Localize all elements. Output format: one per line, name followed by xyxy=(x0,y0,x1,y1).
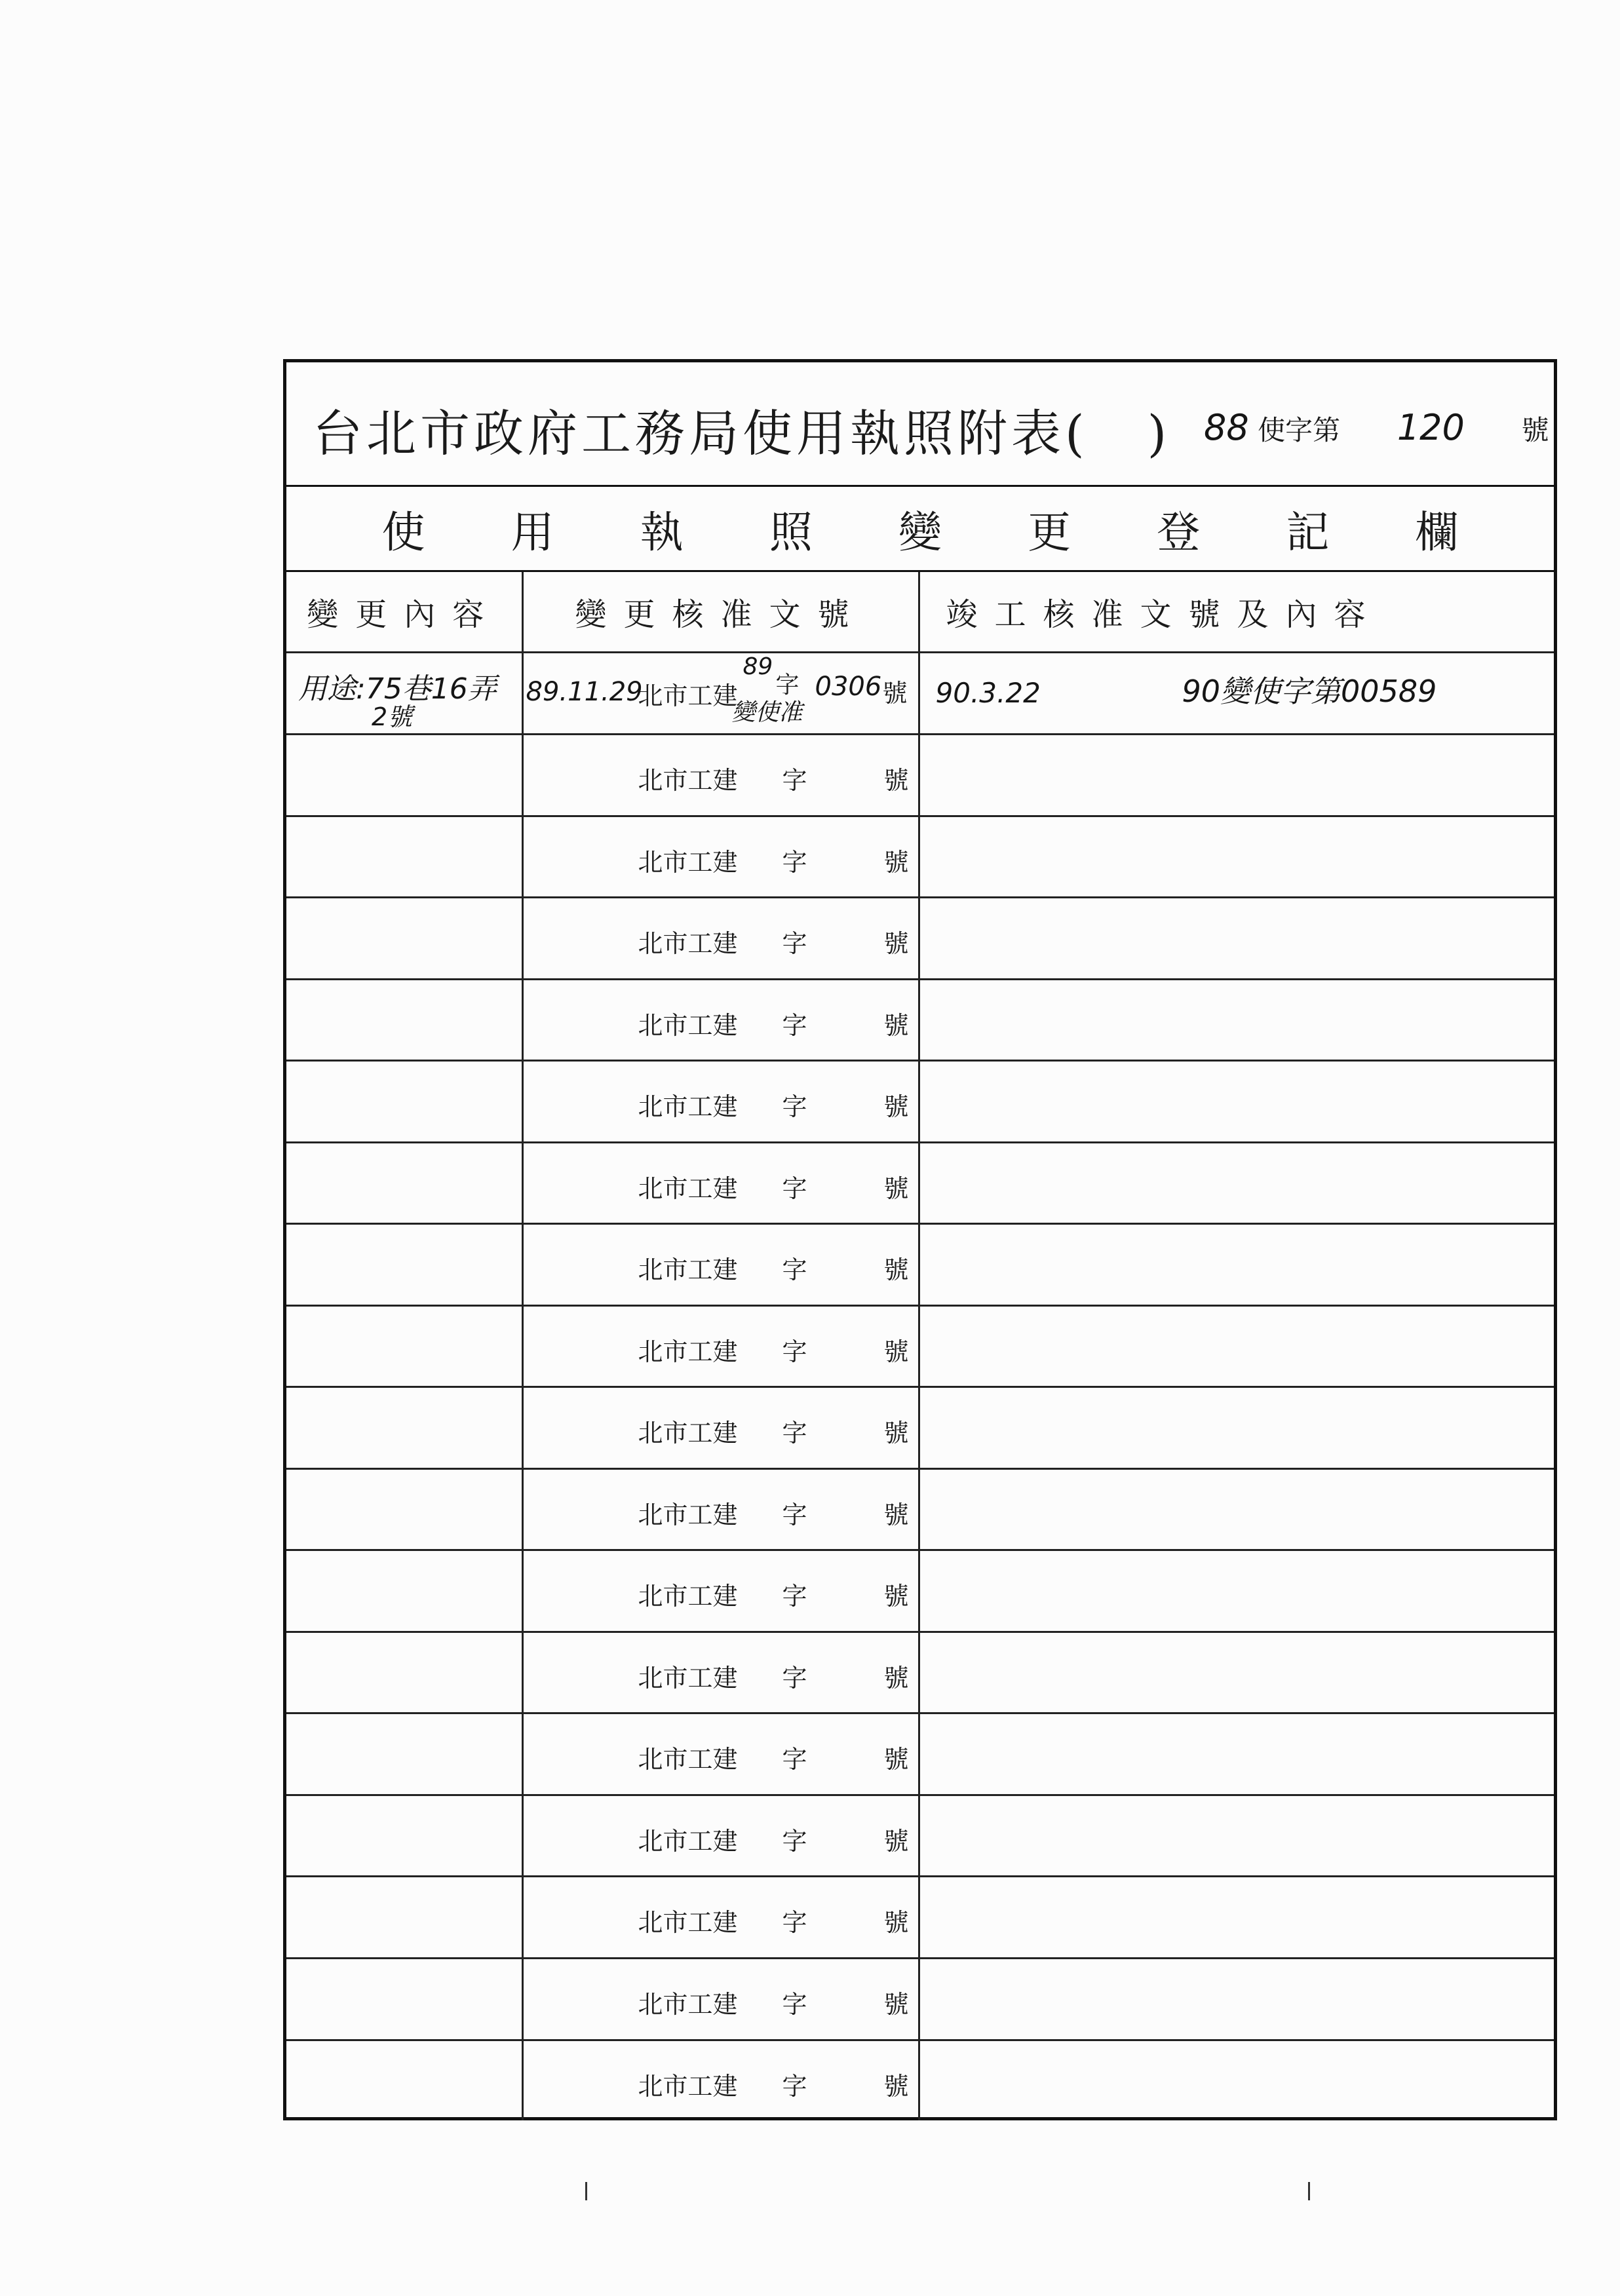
ref-prefix: 北市工建 xyxy=(638,1663,738,1693)
title-row xyxy=(286,362,1554,487)
ref-hao: 號 xyxy=(883,1010,909,1040)
approval-date: 89.11.29 xyxy=(526,677,643,708)
completion-ref-cell xyxy=(919,1632,1554,1713)
table-header-row xyxy=(286,572,1554,653)
table-row xyxy=(286,1387,1554,1469)
table-row xyxy=(286,898,1554,980)
ref-zi: 字 xyxy=(782,766,807,795)
ref-prefix: 北市工建 xyxy=(638,1010,738,1040)
completion-ref-cell xyxy=(919,735,1554,816)
ref-hao: 號 xyxy=(883,847,909,877)
heading-char: 照 xyxy=(769,507,813,558)
approval-ref-cell xyxy=(522,898,919,980)
permit-label: 使字第 xyxy=(1258,414,1341,446)
change-content-cell xyxy=(286,1877,522,1959)
permit-year: 88 xyxy=(1204,407,1249,448)
change-content-cell xyxy=(286,1142,522,1224)
ref-prefix: 北市工建 xyxy=(638,1826,738,1856)
ref-prefix: 北市工建 xyxy=(638,1500,738,1529)
permit-form xyxy=(283,359,1557,2120)
ref-zi: 字 xyxy=(782,1745,807,1774)
table-row xyxy=(286,2040,1554,2120)
ref-hao: 號 xyxy=(883,1908,909,1938)
ref-zi: 字 xyxy=(782,1092,807,1122)
approval-type: 變使准 xyxy=(731,699,803,727)
ref-zi: 字 xyxy=(782,847,807,877)
completion-date: 90.3.22 xyxy=(935,677,1041,710)
header-approval-ref: 變更核准文號 xyxy=(522,572,919,653)
ref-prefix: 北市工建 xyxy=(638,1745,738,1774)
table-row xyxy=(286,1550,1554,1632)
ref-hao: 號 xyxy=(883,766,909,795)
ref-zi: 字 xyxy=(782,1010,807,1040)
heading-char: 使 xyxy=(381,507,425,558)
change-content-cell xyxy=(286,653,522,735)
heading-char: 記 xyxy=(1286,507,1330,558)
ref-hao: 號 xyxy=(883,2071,909,2101)
ref-zi: 字 xyxy=(782,1337,807,1366)
approval-ref-cell xyxy=(522,1061,919,1143)
heading-char: 更 xyxy=(1028,507,1071,558)
ref-zi: 字 xyxy=(782,1174,807,1203)
table-row xyxy=(286,1305,1554,1387)
completion-ref: 90變使字第00589 xyxy=(1182,674,1437,710)
ref-prefix: 北市工建 xyxy=(638,1419,738,1448)
completion-ref-cell xyxy=(919,1061,1554,1143)
change-content-cell xyxy=(286,1387,522,1469)
ref-prefix: 北市工建 xyxy=(638,1092,738,1122)
permit-number xyxy=(1204,407,1549,448)
form-title xyxy=(313,394,1170,465)
change-content-cell xyxy=(286,1224,522,1306)
margin-tick-mark xyxy=(1308,2182,1310,2200)
ref-hao: 號 xyxy=(883,929,909,959)
ref-hao: 號 xyxy=(883,1582,909,1611)
completion-ref-cell xyxy=(919,1387,1554,1469)
heading-char: 用 xyxy=(511,507,554,558)
approval-ref-cell xyxy=(522,1468,919,1550)
ref-hao: 號 xyxy=(883,1663,909,1693)
table-row xyxy=(286,816,1554,898)
completion-ref-cell xyxy=(919,1305,1554,1387)
change-content-cell xyxy=(286,1061,522,1143)
ref-prefix: 北市工建 xyxy=(638,681,738,711)
ref-prefix: 北市工建 xyxy=(638,929,738,959)
table-row xyxy=(286,1877,1554,1959)
completion-ref-cell xyxy=(919,898,1554,980)
content-line1: 用途:75巷16弄 xyxy=(298,672,497,706)
ref-hao: 號 xyxy=(882,679,908,708)
ref-prefix: 北市工建 xyxy=(638,1255,738,1285)
ref-zi: 字 xyxy=(775,672,800,699)
approval-ref-cell xyxy=(522,653,919,735)
change-content-cell xyxy=(286,1795,522,1877)
approval-year: 89 xyxy=(742,653,773,681)
title-paren-open: ( xyxy=(1065,404,1089,463)
ref-prefix: 北市工建 xyxy=(638,766,738,795)
approval-ref-cell xyxy=(522,1550,919,1632)
completion-ref-cell xyxy=(919,1713,1554,1795)
completion-ref-cell xyxy=(919,1224,1554,1306)
completion-ref-cell xyxy=(919,1877,1554,1959)
table-row xyxy=(286,653,1554,735)
change-content-cell xyxy=(286,979,522,1061)
ref-zi: 字 xyxy=(782,1989,807,2019)
heading-char: 登 xyxy=(1157,507,1201,558)
approval-ref-cell xyxy=(522,1387,919,1469)
section-heading xyxy=(286,487,1554,572)
heading-char: 欄 xyxy=(1415,507,1459,558)
completion-ref-cell xyxy=(919,2040,1554,2120)
table-row xyxy=(286,1795,1554,1877)
approval-ref-cell xyxy=(522,816,919,898)
change-content-cell xyxy=(286,1632,522,1713)
ref-zi: 字 xyxy=(782,929,807,959)
change-content-cell xyxy=(286,1958,522,2040)
table-row xyxy=(286,1224,1554,1306)
change-content-cell xyxy=(286,735,522,816)
completion-ref-cell xyxy=(919,1142,1554,1224)
approval-number: 0306 xyxy=(815,672,882,702)
table-row xyxy=(286,1632,1554,1713)
completion-ref-cell xyxy=(919,816,1554,898)
permit-number-value: 120 xyxy=(1397,407,1465,448)
completion-ref-cell xyxy=(919,979,1554,1061)
heading-char: 變 xyxy=(898,507,942,558)
completion-ref-cell xyxy=(919,1958,1554,2040)
ref-prefix: 北市工建 xyxy=(638,1582,738,1611)
ref-hao: 號 xyxy=(883,1745,909,1774)
approval-ref-cell xyxy=(522,1224,919,1306)
change-content-cell xyxy=(286,1713,522,1795)
header-change-content: 變更內容 xyxy=(286,572,522,653)
ref-zi: 字 xyxy=(782,1908,807,1938)
table-row xyxy=(286,1958,1554,2040)
table-row xyxy=(286,1468,1554,1550)
change-content-cell xyxy=(286,816,522,898)
table-row xyxy=(286,1142,1554,1224)
ref-hao: 號 xyxy=(883,1255,909,1285)
ref-hao: 號 xyxy=(883,1826,909,1856)
approval-ref-cell xyxy=(522,1795,919,1877)
table-row xyxy=(286,1061,1554,1143)
change-content-cell xyxy=(286,898,522,980)
registration-table xyxy=(286,572,1554,2120)
change-content-cell xyxy=(286,1468,522,1550)
ref-zi: 字 xyxy=(782,2071,807,2101)
ref-prefix: 北市工建 xyxy=(638,1908,738,1938)
ref-prefix: 北市工建 xyxy=(638,1174,738,1203)
title-paren-close: ) xyxy=(1147,404,1171,463)
ref-hao: 號 xyxy=(883,1174,909,1203)
ref-zi: 字 xyxy=(782,1255,807,1285)
permit-suffix: 號 xyxy=(1521,414,1549,446)
margin-tick-mark xyxy=(585,2182,587,2200)
completion-ref-cell xyxy=(919,1468,1554,1550)
heading-char: 執 xyxy=(640,507,684,558)
ref-hao: 號 xyxy=(883,1419,909,1448)
table-row xyxy=(286,979,1554,1061)
change-content-cell xyxy=(286,1550,522,1632)
ref-hao: 號 xyxy=(883,1337,909,1366)
change-content-cell xyxy=(286,2040,522,2120)
approval-ref-cell xyxy=(522,1958,919,2040)
approval-ref-cell xyxy=(522,1877,919,1959)
header-completion-ref: 竣工核准文號及內容 xyxy=(919,572,1554,653)
completion-ref-cell xyxy=(919,1795,1554,1877)
approval-ref-cell xyxy=(522,979,919,1061)
approval-ref-cell xyxy=(522,735,919,816)
ref-zi: 字 xyxy=(782,1826,807,1856)
ref-zi: 字 xyxy=(782,1582,807,1611)
approval-ref-cell xyxy=(522,1305,919,1387)
ref-prefix: 北市工建 xyxy=(638,2071,738,2101)
approval-ref-cell xyxy=(522,1142,919,1224)
ref-hao: 號 xyxy=(883,1989,909,2019)
ref-prefix: 北市工建 xyxy=(638,847,738,877)
completion-ref-cell xyxy=(919,1550,1554,1632)
approval-ref-cell xyxy=(522,1713,919,1795)
table-row xyxy=(286,1713,1554,1795)
table-row xyxy=(286,735,1554,816)
ref-prefix: 北市工建 xyxy=(638,1337,738,1366)
content-line2: 2號 xyxy=(372,702,413,732)
ref-prefix: 北市工建 xyxy=(638,1989,738,2019)
ref-zi: 字 xyxy=(782,1419,807,1448)
form-title-text: 台北市政府工務局使用執照附表 xyxy=(313,404,1065,463)
ref-zi: 字 xyxy=(782,1663,807,1693)
change-content-cell xyxy=(286,1305,522,1387)
ref-hao: 號 xyxy=(883,1092,909,1122)
completion-ref-cell xyxy=(919,653,1554,735)
ref-zi: 字 xyxy=(782,1500,807,1529)
approval-ref-cell xyxy=(522,1632,919,1713)
ref-hao: 號 xyxy=(883,1500,909,1529)
approval-ref-cell xyxy=(522,2040,919,2120)
